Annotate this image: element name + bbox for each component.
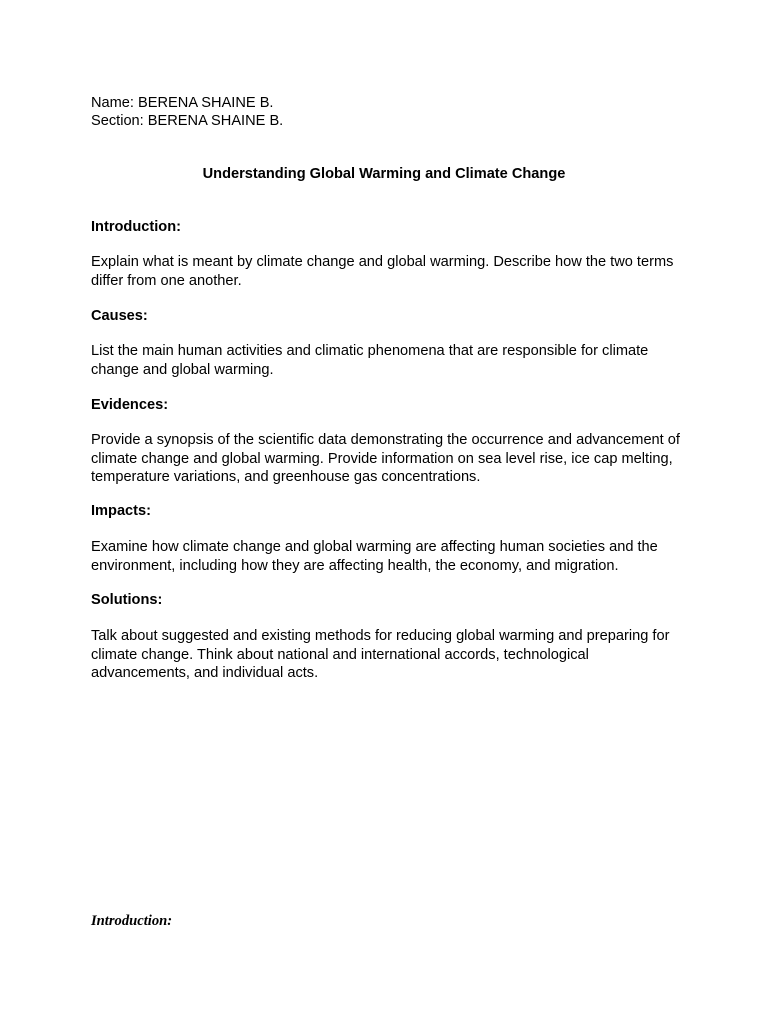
heading-impacts: Impacts: — [91, 503, 152, 519]
paragraph-introduction: Explain what is meant by climate change and global warming. Describe how the two terms differ from one another. — [91, 254, 674, 289]
heading-solutions: Solutions: — [91, 592, 163, 608]
paragraph-causes: List the main human activities and climatic phenomena that are responsible for climate change and global warming. — [91, 343, 649, 378]
paragraph-solutions: Talk about suggested and existing methods for reducing global warming and preparing for climate change. Think about national and international accords, technological advancements, and individual acts. — [91, 628, 670, 681]
paragraph-impacts: Examine how climate change and global warming are affecting human societies and the environment, including how they are affecting health, the economy, and migration. — [91, 539, 658, 574]
section-line: Section: BERENA SHAINE B. — [91, 113, 284, 129]
heading-evidences: Evidences: — [91, 397, 169, 413]
footer-heading-introduction: Introduction: — [91, 913, 173, 929]
heading-causes: Causes: — [91, 308, 148, 324]
paragraph-evidences: Provide a synopsis of the scientific data demonstrating the occurrence and advancement of climate change and global warming. Provide information on sea level rise, ice cap melting, temperature variations, and greenhouse gas concentrations. — [91, 432, 680, 485]
heading-introduction: Introduction: — [91, 219, 181, 235]
document-title: Understanding Global Warming and Climate Change — [202, 166, 566, 182]
name-line: Name: BERENA SHAINE B. — [91, 95, 274, 111]
